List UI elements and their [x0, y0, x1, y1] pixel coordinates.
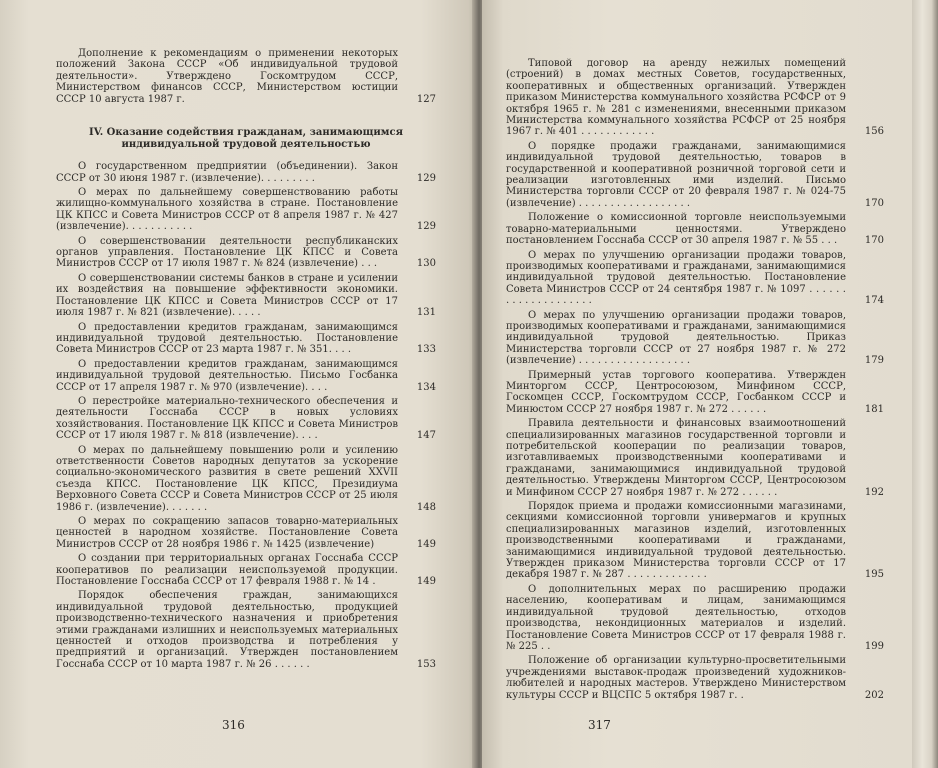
toc-entry — [506, 584, 884, 652]
toc-entry-text: О совершенствовании деятельности республиканских органов управления. Постановление ЦК КПСС и Совета Министров СССР от 17 июля 1987 г. № 824 (извлечение) . . . — [56, 235, 398, 270]
page-edge — [912, 0, 938, 768]
toc-entry-text: Положение об организации культурно-просветительными учреждениями выставок-продаж произведений художников-любителей и народных мастеров. Утверждено Министерством культуры СССР и ВЦСПС 5 октября 1987 г. . — [506, 655, 846, 701]
toc-entry-page: 170 — [864, 197, 884, 209]
toc-entry-page: 181 — [864, 403, 884, 415]
toc-entry-text: О перестройке материально-технического обеспечения и деятельности Госснаба СССР в новых условиях хозяйствования. Постановление ЦК КПСС и Совета Министров СССР от 17 июля 1987 г. № 818 (извлечение). . . . — [56, 395, 398, 442]
toc-entry — [56, 445, 436, 513]
toc-entry-page: 199 — [864, 640, 884, 652]
toc-entry-text: Порядок приема и продажи комиссионными магазинами, секциями комиссионной торговли универмагов и крупных специализированных магазинов изделий, изготовленных производственными кооперативами и гражданами, занимающимися индивидуальной трудовой деятельностью. Утвержден приказом Министерства торговли СССР от 17 декабря 1987 г. № 287 . . . . . . . . . . . . . — [506, 501, 846, 581]
toc-entry-text: О создании при территориальных органах Госснаба СССР кооперативов по реализации неиспользуемой продукции. Постановление Госснаба СССР от 17 февраля 1988 г. № 14 . — [56, 553, 398, 588]
toc-entry-text: О предоставлении кредитов гражданам, занимающимся индивидуальной трудовой деятельностью. Письмо Госбанка СССР от 17 апреля 1987 г. № 970 (извлечение). . . . — [56, 358, 398, 393]
toc-entry-page: 170 — [864, 235, 884, 247]
toc-entry-page: 129 — [416, 221, 436, 233]
toc-entry-page: 174 — [864, 295, 884, 307]
toc-entry-text: О государственном предприятии (объединении). Закон СССР от 30 июня 1987 г. (извлечение). . . . . . . . . — [56, 161, 398, 184]
toc-entry-list — [56, 161, 436, 670]
toc-entry — [506, 58, 884, 138]
toc-entry-page: 149 — [416, 576, 436, 588]
toc-entry — [506, 250, 884, 307]
toc-entry-page: 131 — [416, 307, 436, 319]
toc-entry-page: 195 — [864, 569, 884, 581]
toc-entry — [56, 48, 436, 105]
toc-entry-text: О совершенствовании системы банков в стране и усилении их воздействия на повышение эффективности экономики. Постановление ЦК КПСС и Совета Министров СССР от 17 июля 1987 г. № 821 (извлечение). . . . . — [56, 272, 398, 319]
toc-entry — [56, 590, 436, 670]
toc-entry-page: 129 — [416, 172, 436, 184]
toc-entry-text: Положение о комиссионной торговле неиспользуемыми товарно-материальными ценностями. Утверждено постановлением Госснаба СССР от 30 апреля 1987 г. № 55 . . . — [506, 212, 846, 247]
toc-entry — [506, 310, 884, 367]
toc-entry-text: О порядке продажи гражданами, занимающимися индивидуальной трудовой деятельностью, товаров в государственной и кооперативной розничной торговой сети и реализации изготовленных ими изделий. Письмо Министерства торговли СССР от 20 февраля 1987 г. № 024-75 (извлечение) . . . . . . . . . . . . . . . . . . — [506, 140, 846, 209]
toc-entry — [506, 655, 884, 701]
toc-entry — [506, 370, 884, 416]
toc-entry-text: О мерах по дальнейшему повышению роли и усилению ответственности Советов народных депутатов за ускорение социально-экономического развития в свете решений XXVII съезда КПСС. Постановление ЦК КПСС, Президиума Верховного Совета СССР и Совета Министров СССР от 25 июля 1986 г. (извлечение). . . . . . . — [56, 444, 398, 513]
toc-entry-page: 147 — [416, 430, 436, 442]
toc-entry — [56, 396, 436, 442]
toc-entry — [56, 187, 436, 233]
toc-entry-page: 153 — [416, 658, 436, 670]
section-heading: IV. Оказание содействия гражданам, занимающимся индивидуальной трудовой деятельностью — [89, 127, 403, 150]
toc-entry — [56, 236, 436, 270]
toc-entry-text: О предоставлении кредитов гражданам, занимающимся индивидуальной трудовой деятельностью. Постановление Совета Министров СССР от 23 марта 1987 г. № 351. . . . — [56, 321, 398, 356]
toc-entry-page: 149 — [416, 538, 436, 550]
toc-entry — [56, 273, 436, 319]
toc-entry-text: О мерах по улучшению организации продажи товаров, производимых кооперативами и гражданами, занимающимися индивидуальной трудовой деятельностью. Приказ Министерства торговли СССР от 27 ноября 1987 г. № 272 (извлечение) . . . . . . . . . . . . . . . . . . — [506, 309, 846, 367]
page-number: 316 — [222, 718, 245, 732]
toc-entry-text: О мерах по улучшению организации продажи товаров, производимых кооперативами и гражданами, занимающимися индивидуальной трудовой деятельностью. Постановление Совета Министров СССР от 24 сентября 1987 г. № 1097 . . . . . . . . . . . . . . . . . . . . — [506, 249, 846, 307]
toc-entry-text: Дополнение к рекомендациям о применении некоторых положений Закона СССР «Об индивидуальной трудовой деятельности». Утверждено Госкомтрудом СССР, Министерством финансов СССР, Министерством юстиции СССР 10 августа 1987 г. — [56, 48, 398, 105]
toc-entry-text: Примерный устав торгового кооператива. Утвержден Минторгом СССР, Центросоюзом, Минфином СССР, Госкомцен СССР, Госкомтрудом СССР, Госбанком СССР и Минюстом СССР 27 ноября 1987 г. № 272 . . . . . . — [506, 369, 846, 415]
toc-entry-page: 127 — [416, 93, 436, 105]
toc-entry-text: Правила деятельности и финансовых взаимоотношений специализированных магазинов государственной торговли и потребительской кооперации по реализации товаров, изготавливаемых производственными кооперативами и гражданами, занимающимися индивидуальной трудовой деятельностью. Утверждены Минторгом СССР, Центросоюзом и Минфином СССР 27 ноября 1987 г. № 272 . . . . . . — [506, 418, 846, 498]
left-page-content — [56, 48, 436, 673]
toc-entry — [506, 418, 884, 498]
toc-entry — [56, 516, 436, 550]
toc-entry-text: Типовой договор на аренду нежилых помещений (строений) в домах местных Советов, государственных, кооперативных и общественных организаций. Утвержден приказом Министерства коммунального хозяйства РСФСР от 9 октября 1965 г. № 281 с изменениями, внесенными приказом Министерства коммунального хозяйства РСФСР от 25 ноября 1967 г. № 401 . . . . . . . . . . . . — [506, 58, 846, 138]
toc-entry — [506, 212, 884, 246]
toc-entry-page: 179 — [864, 355, 884, 367]
toc-entry — [506, 141, 884, 209]
right-page — [482, 0, 912, 768]
toc-entry-page: 192 — [864, 486, 884, 498]
toc-entry-text: О мерах по сокращению запасов товарно-материальных ценностей в народном хозяйстве. Постановление Совета Министров СССР от 28 ноября 1986 г. № 1425 (извлечение) — [56, 516, 398, 550]
toc-entry-text: О дополнительных мерах по расширению продажи населению, кооперативам и лицам, занимающимся индивидуальной трудовой деятельностью, отходов производства, некондиционных материалов и изделий. Постановление Совета Министров СССР от 17 февраля 1988 г. № 225 . . — [506, 583, 846, 652]
toc-entry-page: 133 — [416, 344, 436, 356]
toc-entry-list — [506, 58, 884, 701]
toc-entry — [56, 553, 436, 587]
toc-entry — [506, 501, 884, 581]
toc-entry-text: Порядок обеспечения граждан, занимающихся индивидуальной трудовой деятельностью, продукцией производственно-технического назначения и приобретения этими гражданами излишних и неиспользуемых материальных ценностей и отходов производства и потребления у предприятий и организаций. Утвержден постановлением Госснаба СССР от 10 марта 1987 г. № 26 . . . . . . — [56, 590, 398, 670]
right-page-content — [506, 58, 884, 704]
toc-entry-page: 202 — [864, 689, 884, 701]
toc-entry-page: 130 — [416, 258, 436, 270]
toc-entry — [56, 161, 436, 184]
toc-entry — [56, 322, 436, 356]
toc-entry — [56, 359, 436, 393]
page-number: 317 — [588, 718, 611, 732]
toc-entry-page: 156 — [864, 126, 884, 138]
toc-entry-page: 148 — [416, 501, 436, 513]
toc-entry-page: 134 — [416, 381, 436, 393]
toc-entry-text: О мерах по дальнейшему совершенствованию работы жилищно-коммунального хозяйства в стране. Постановление ЦК КПСС и Совета Министров СССР от 8 апреля 1987 г. № 427 (извлечение). . . . . . . . . . . — [56, 187, 398, 233]
